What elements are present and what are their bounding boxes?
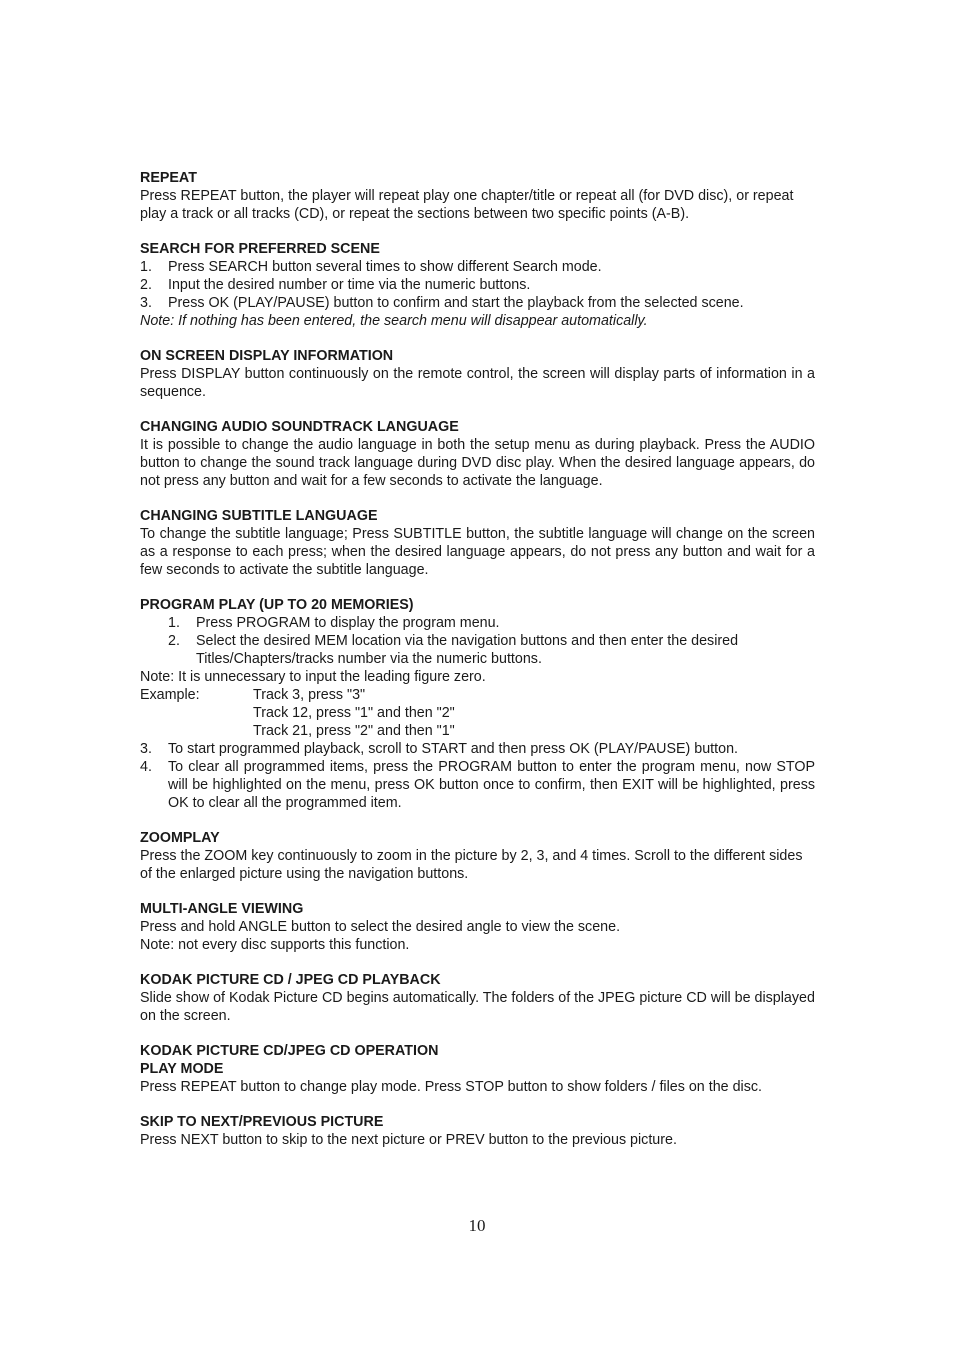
body-audio: It is possible to change the audio language in both the setup menu as during playback. Press the AUDIO button to change the sound track language during DVD disc play. When the desired language appears, do not press any button and wait for a few seconds to activate the language. xyxy=(140,437,815,489)
heading-kodak-operation: KODAK PICTURE CD/JPEG CD OPERATION xyxy=(140,1043,439,1059)
heading-search: SEARCH FOR PREFERRED SCENE xyxy=(140,241,380,257)
subheading-play-mode: PLAY MODE xyxy=(140,1061,224,1077)
body-osd: Press DISPLAY button continuously on the remote control, the screen will display parts of information in a sequence. xyxy=(140,366,815,400)
heading-skip: SKIP TO NEXT/PREVIOUS PICTURE xyxy=(140,1114,384,1130)
section-osd xyxy=(140,347,815,401)
section-program xyxy=(140,596,815,812)
list-item: 2. Input the desired number or time via the numeric buttons. xyxy=(140,277,531,293)
section-subtitle xyxy=(140,507,815,579)
heading-program: PROGRAM PLAY (UP TO 20 MEMORIES) xyxy=(140,597,414,613)
body-repeat: Press REPEAT button, the player will repeat play one chapter/title or repeat all (for DVD disc), or repeat play a track or all tracks (CD), or repeat the sections between two specific points (A-B). xyxy=(140,188,794,222)
heading-subtitle: CHANGING SUBTITLE LANGUAGE xyxy=(140,508,378,524)
list-item: 4. To clear all programmed items, press the PROGRAM button to enter the program menu, now STOP will be highlighted on the menu, press OK button once to confirm, then EXIT will be highlighted, press OK to clear all the programmed item. xyxy=(140,759,815,811)
section-audio xyxy=(140,418,815,490)
section-zoom xyxy=(140,829,815,883)
body-subtitle: To change the subtitle language; Press SUBTITLE button, the subtitle language will change on the screen as a response to each press; when the desired language appears, do not press any button and wait for a few seconds to activate the subtitle language. xyxy=(140,526,815,578)
heading-osd: ON SCREEN DISPLAY INFORMATION xyxy=(140,348,394,364)
note-program: Note: It is unnecessary to input the leading figure zero. xyxy=(140,669,486,685)
section-kodak xyxy=(140,971,815,1025)
heading-zoom: ZOOMPLAY xyxy=(140,830,220,846)
example-row: Track 21, press "2" and then "1" xyxy=(253,723,455,739)
section-angle xyxy=(140,900,815,954)
manual-page xyxy=(140,169,815,1149)
example-row: Example: Track 3, press "3" xyxy=(140,687,366,703)
section-kodak-operation xyxy=(140,1042,815,1096)
heading-kodak: KODAK PICTURE CD / JPEG CD PLAYBACK xyxy=(140,972,441,988)
body-play-mode: Press REPEAT button to change play mode. Press STOP button to show folders / files on the disc. xyxy=(140,1079,762,1095)
page-number: 10 xyxy=(468,1216,486,1235)
list-item: 2. Select the desired MEM location via the navigation buttons and then enter the desired Titles/Chapters/tracks number via the numeric buttons. xyxy=(168,633,739,667)
example-label: Example: xyxy=(140,687,200,703)
note-angle: Note: not every disc supports this function. xyxy=(140,937,410,953)
section-repeat xyxy=(140,169,815,223)
body-zoom: Press the ZOOM key continuously to zoom in the picture by 2, 3, and 4 times. Scroll to the different sides of the enlarged picture using the navigation buttons. xyxy=(140,848,803,882)
list-item: 1. Press PROGRAM to display the program menu. xyxy=(168,615,500,631)
heading-angle: MULTI-ANGLE VIEWING xyxy=(140,901,304,917)
body-kodak: Slide show of Kodak Picture CD begins automatically. The folders of the JPEG picture CD will be displayed on the screen. xyxy=(140,990,815,1024)
heading-audio: CHANGING AUDIO SOUNDTRACK LANGUAGE xyxy=(140,419,459,435)
body-angle: Press and hold ANGLE button to select the desired angle to view the scene. xyxy=(140,919,621,935)
note-search: Note: If nothing has been entered, the search menu will disappear automatically. xyxy=(140,313,648,329)
list-item: 1. Press SEARCH button several times to show different Search mode. xyxy=(140,259,602,275)
section-search xyxy=(140,240,815,330)
heading-repeat: REPEAT xyxy=(140,170,197,186)
list-item: 3. Press OK (PLAY/PAUSE) button to confirm and start the playback from the selected scene. xyxy=(140,295,744,311)
list-item: 3. To start programmed playback, scroll to START and then press OK (PLAY/PAUSE) button. xyxy=(140,741,739,757)
example-row: Track 12, press "1" and then "2" xyxy=(253,705,455,721)
body-skip: Press NEXT button to skip to the next picture or PREV button to the previous picture. xyxy=(140,1132,677,1148)
section-skip xyxy=(140,1113,815,1149)
